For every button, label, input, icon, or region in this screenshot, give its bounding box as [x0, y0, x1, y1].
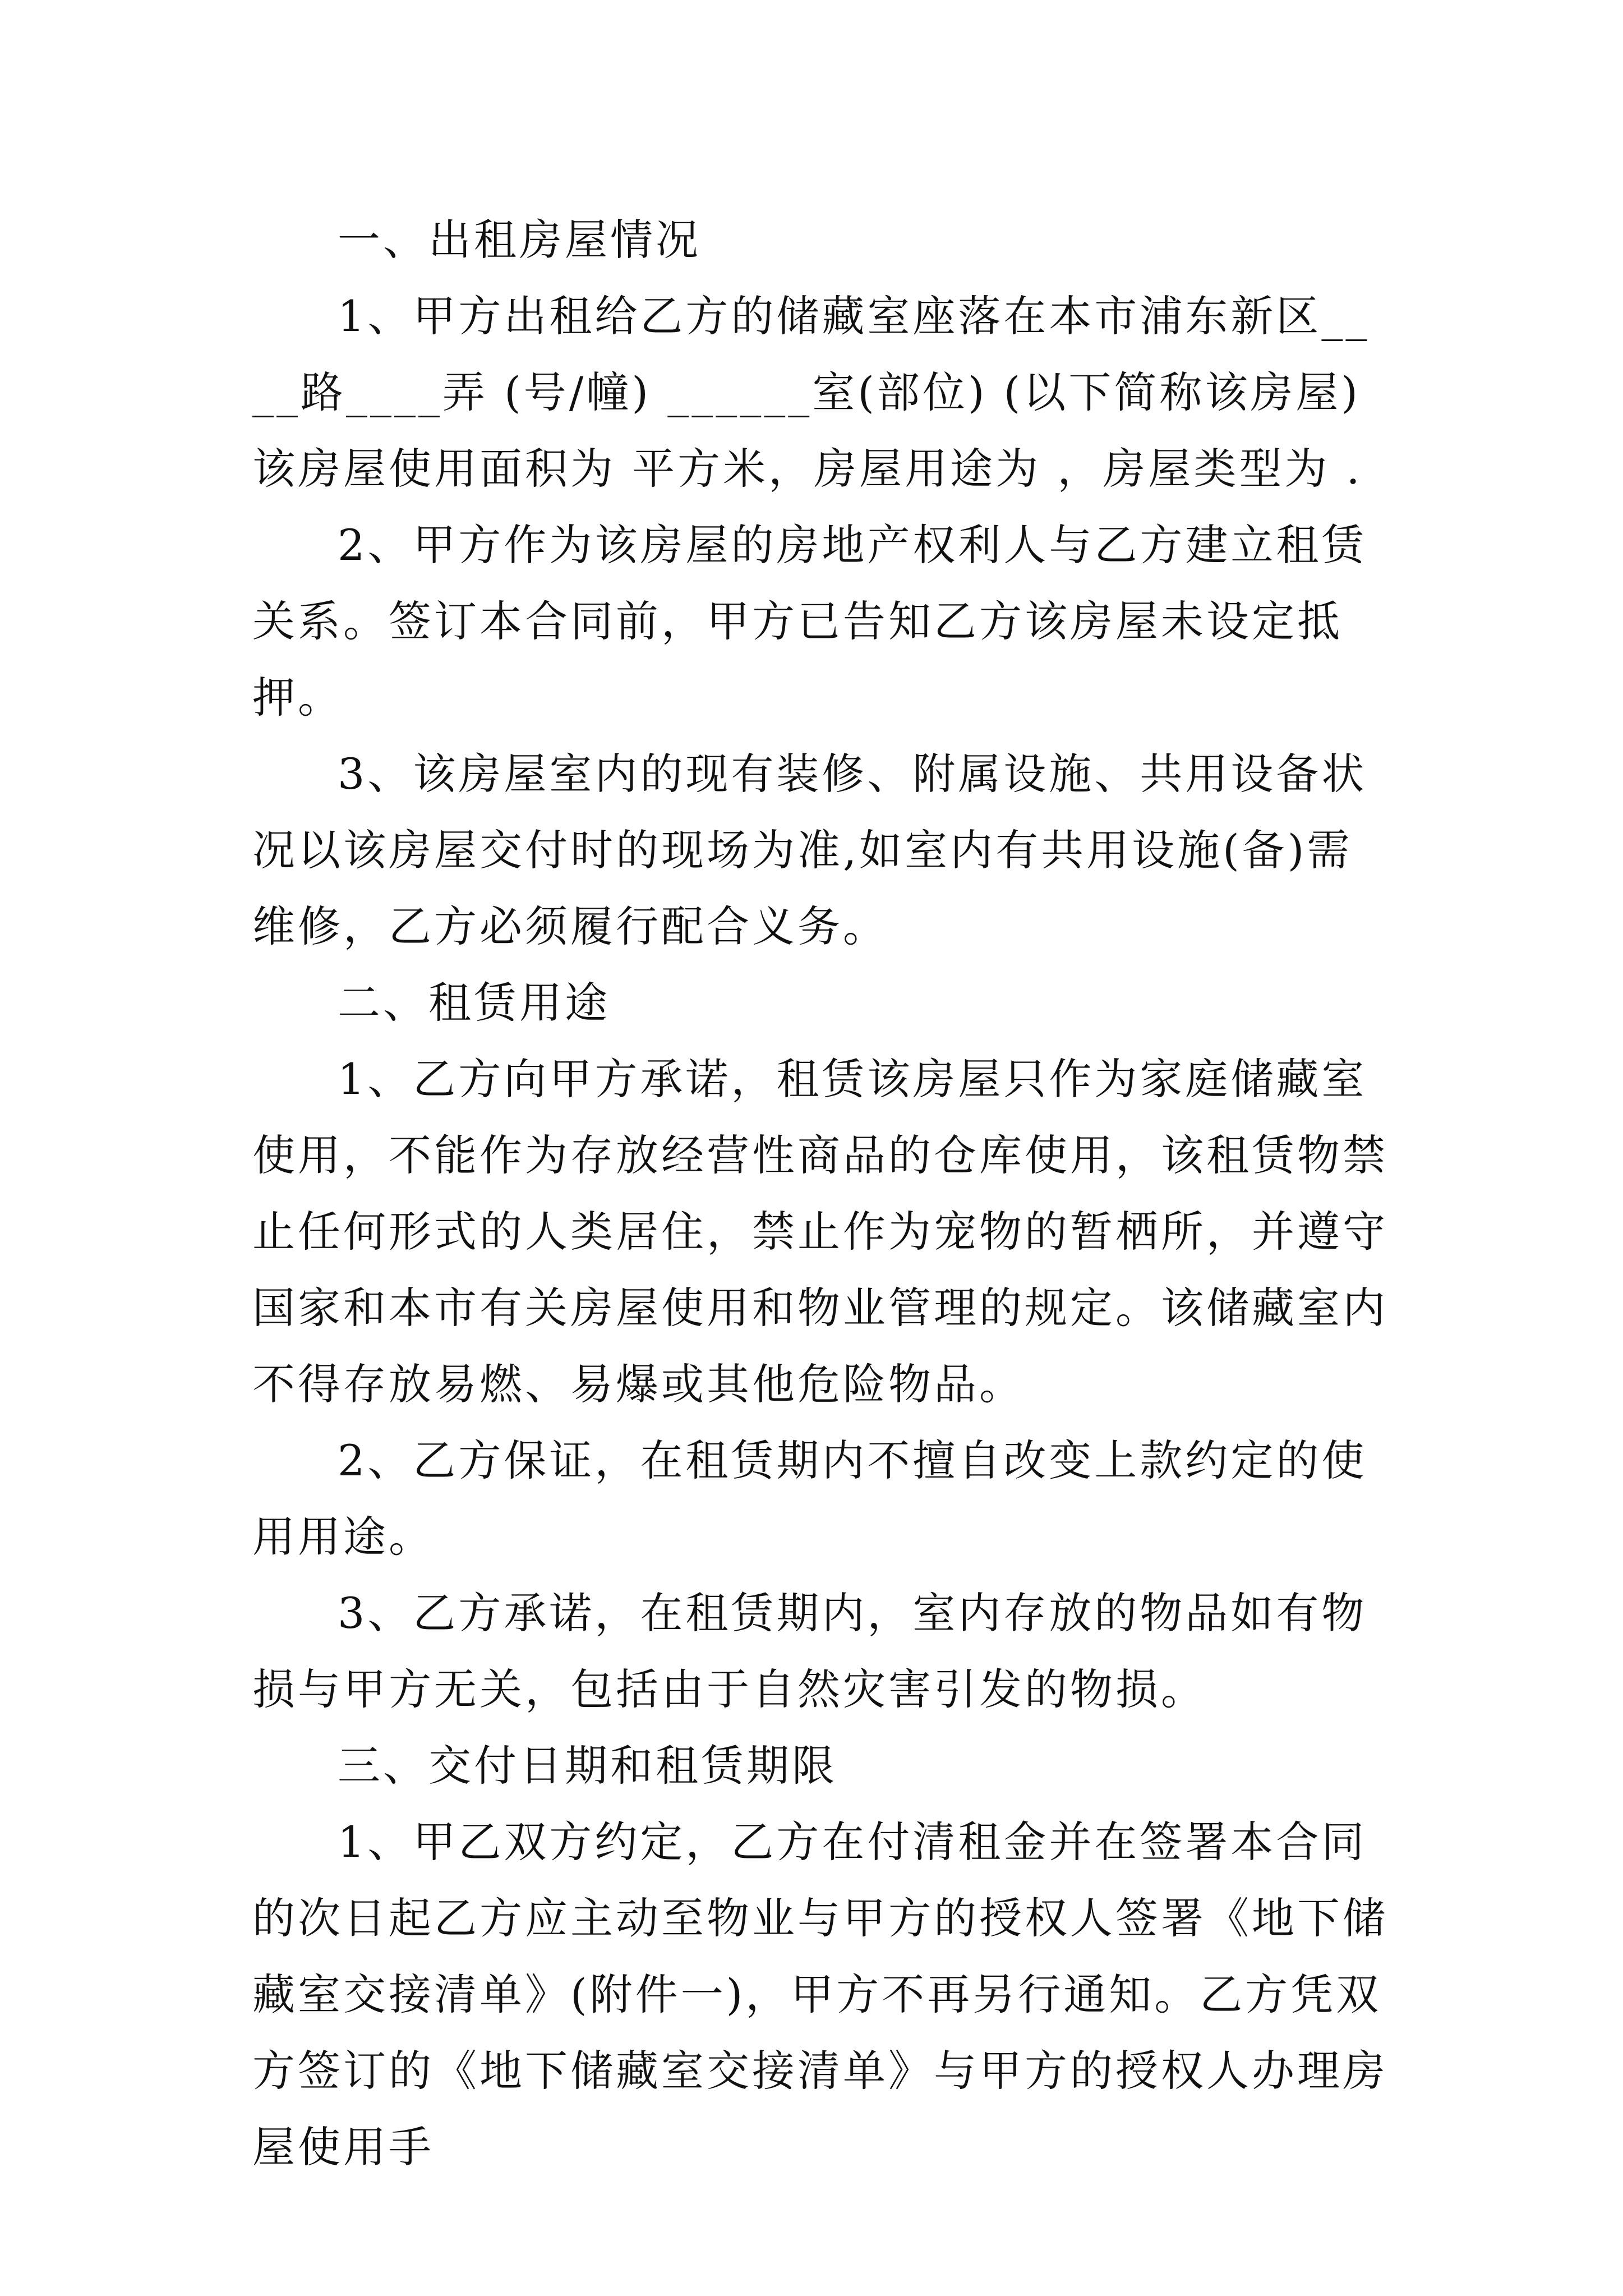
paragraph: 1、甲方出租给乙方的储藏室座落在本市浦东新区____路____弄 (号/幢) ______室(部位) (以下简称该房屋)该房屋使用面积为 平方米，房屋用途为 ，房屋类型为 . — [252, 291, 1370, 494]
document-body — [252, 202, 1391, 2185]
paragraph: 1、乙方向甲方承诺，租赁该房屋只作为家庭储藏室使用，不能作为存放经营性商品的仓库使用，该租赁物禁止任何形式的人类居住，禁止作为宠物的暂栖所，并遵守国家和本市有关房屋使用和物业管理的规定。该储藏室内不得存放易燃、易爆或其他危险物品。 — [252, 1054, 1388, 1409]
paragraph: 2、乙方保证，在租赁期内不擅自改变上款约定的使用用途。 — [252, 1435, 1367, 1562]
section-heading-1: 一、出租房屋情况 — [338, 215, 701, 265]
paragraph: 3、乙方承诺，在租赁期内，室内存放的物品如有物损与甲方无关，包括由于自然灾害引发的物损。 — [252, 1588, 1367, 1714]
paragraph: 1、甲乙双方约定，乙方在付清租金并在签署本合同的次日起乙方应主动至物业与甲方的授权人签署《地下储藏室交接清单》(附件一)，甲方不再另行通知。乙方凭双方签订的《地下储藏室交接清单》与甲方的授权人办理房屋使用手 — [252, 1817, 1388, 2172]
section-heading-2: 二、租赁用途 — [338, 978, 610, 1028]
paragraph: 3、该房屋室内的现有装修、附属设施、共用设备状况以该房屋交付时的现场为准,如室内有共用设施(备)需维修，乙方必须履行配合义务。 — [252, 749, 1367, 951]
paragraph: 2、甲方作为该房屋的房地产权利人与乙方建立租赁关系。签订本合同前，甲方已告知乙方该房屋未设定抵押。 — [252, 520, 1367, 723]
section-heading-3: 三、交付日期和租赁期限 — [338, 1741, 837, 1791]
